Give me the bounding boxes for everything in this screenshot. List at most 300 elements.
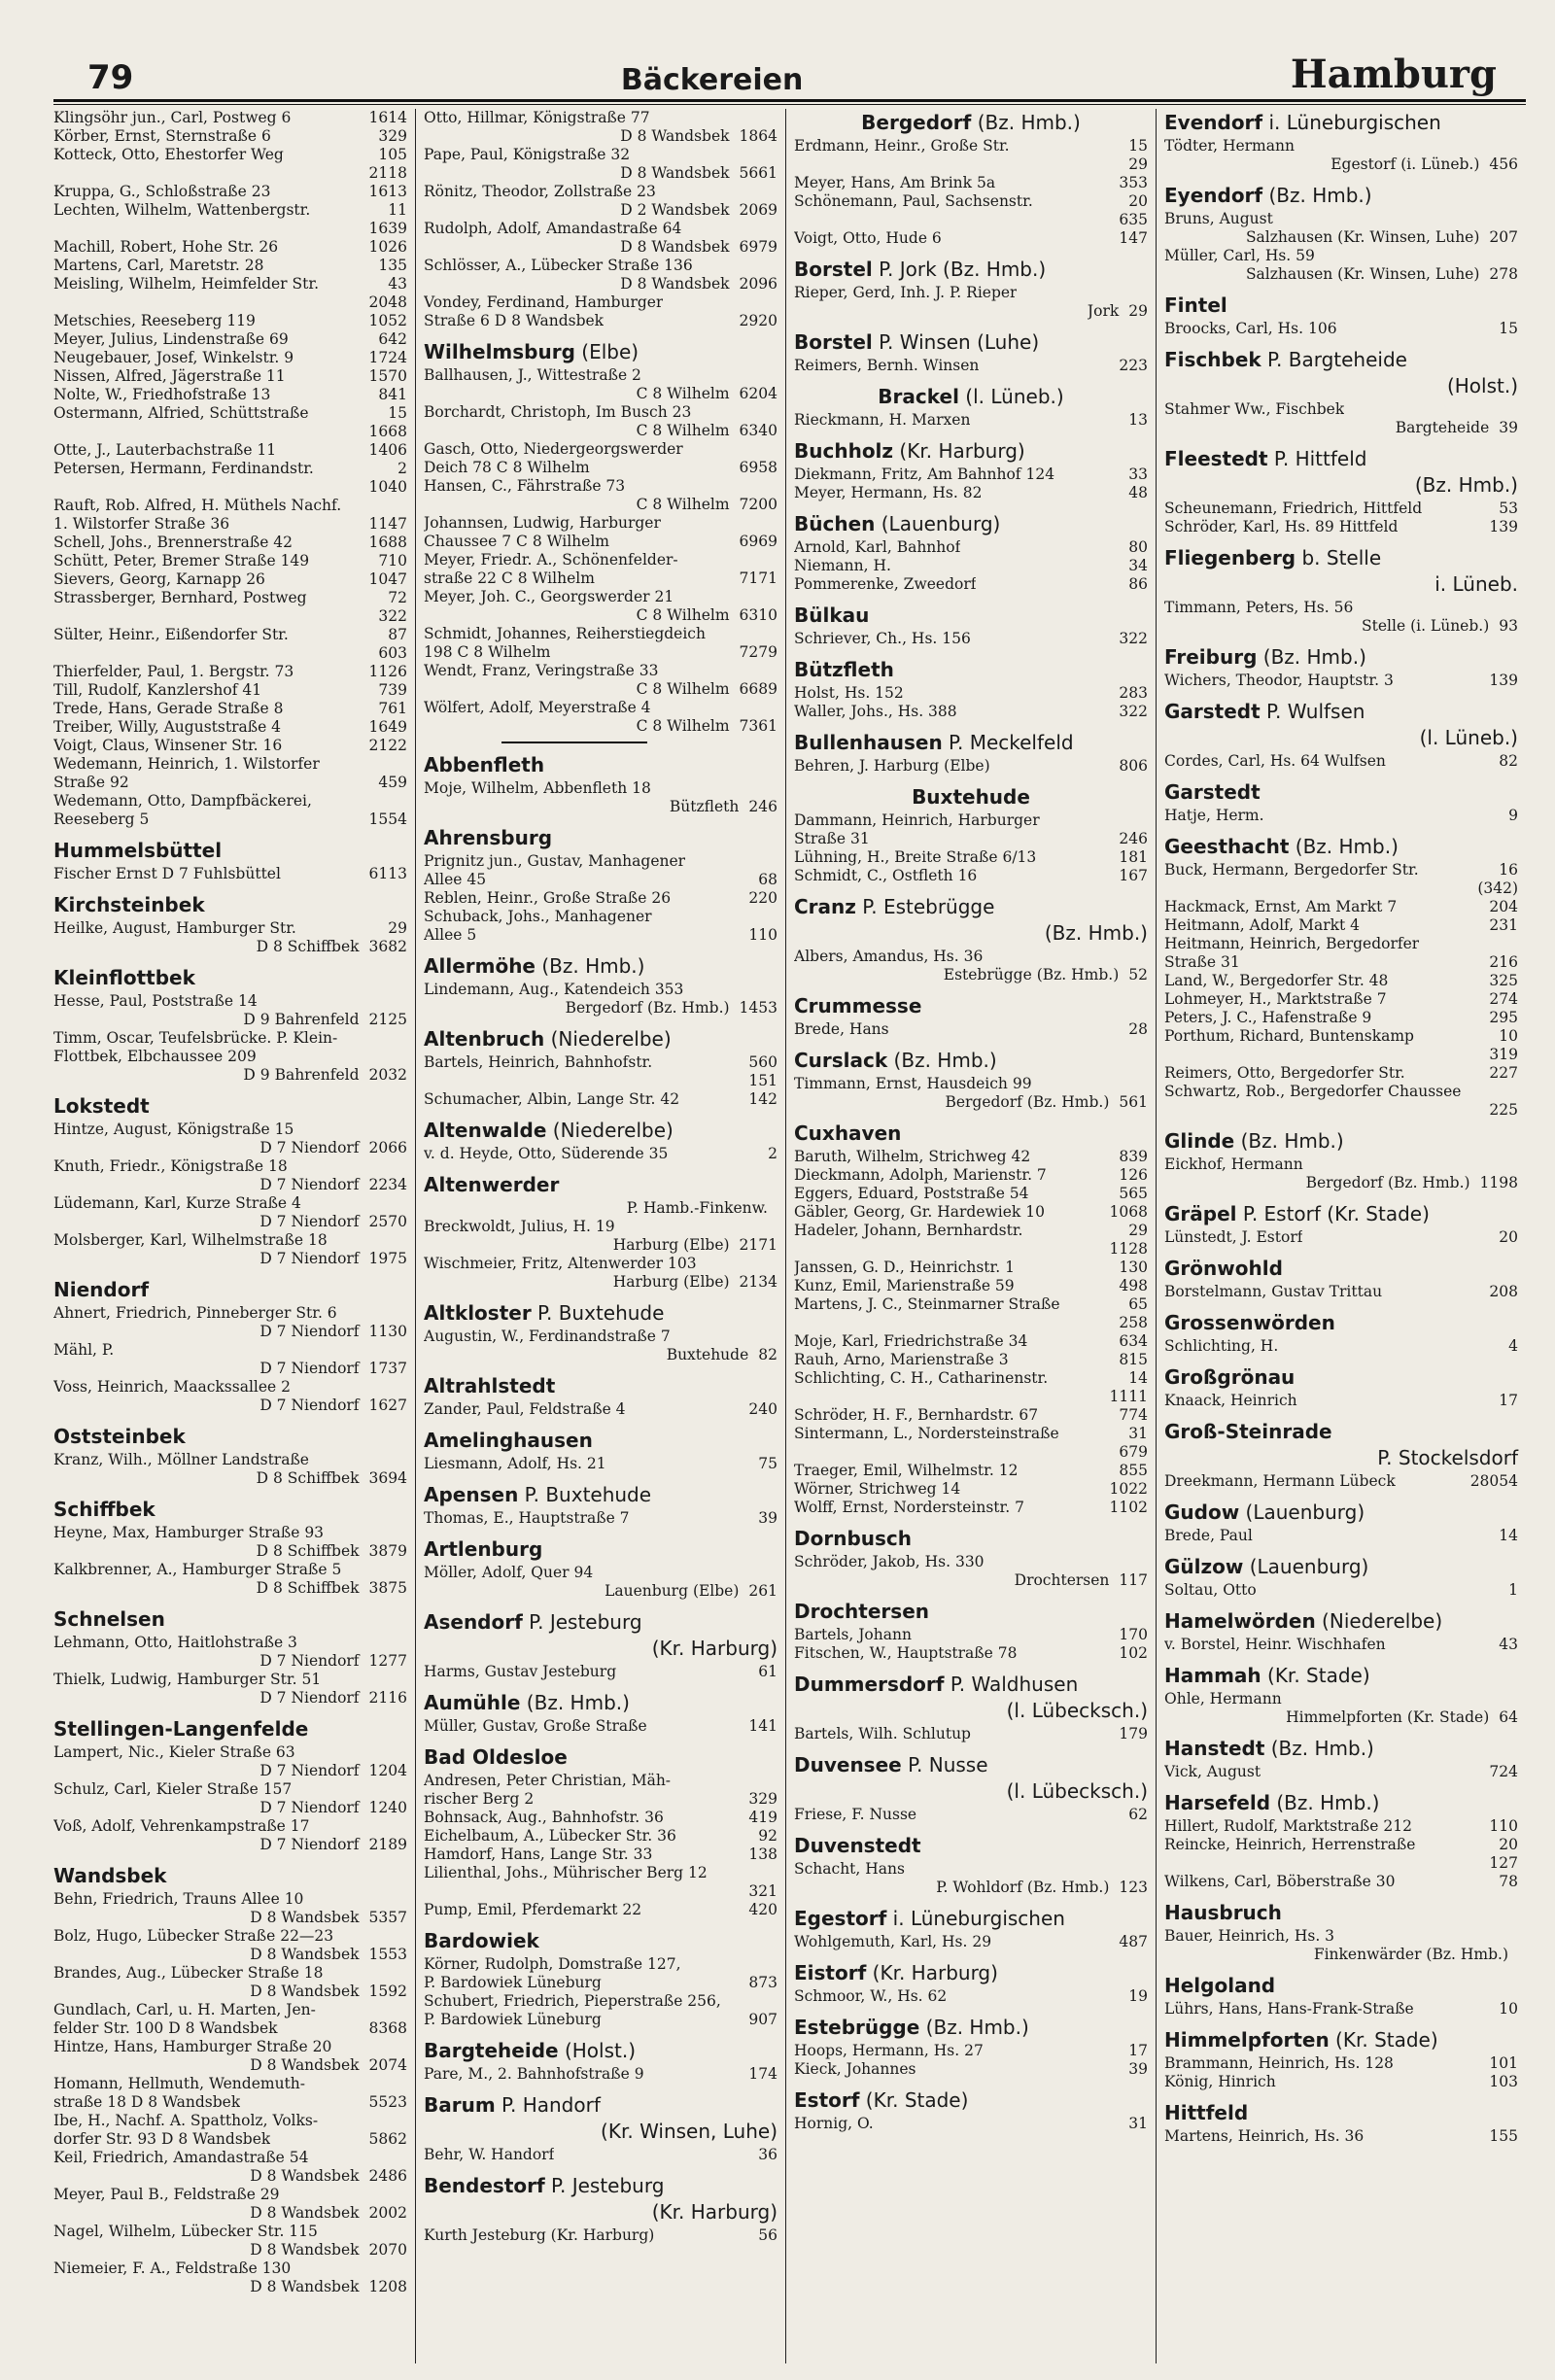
listing-text: D 9 Bahrenfeld xyxy=(243,1011,360,1028)
listing-text: Bartels, Wilh. Schlutup xyxy=(794,1725,971,1742)
listing-line xyxy=(794,1185,1148,1203)
listing-text: Schlichting, C. H., Catharinenstr. xyxy=(794,1369,1049,1387)
listing-line xyxy=(53,938,407,956)
listing-text: Borstelmann, Gustav Trittau xyxy=(1164,1283,1383,1300)
listing-line xyxy=(1164,752,1518,771)
listing-line xyxy=(53,2056,407,2075)
listing-line xyxy=(794,1626,1148,1644)
listing-line xyxy=(53,1671,407,1689)
listing-text: P. Wohldorf (Bz. Hmb.) xyxy=(936,1879,1110,1896)
listing-line xyxy=(424,312,778,330)
listing-text: Timmann, Ernst, Hausdeich 99 xyxy=(794,1075,1032,1092)
town-qualifier: (Holst.) xyxy=(558,2039,637,2062)
listing-line xyxy=(424,1882,778,1901)
listing-text: Schmidt, Johannes, Reiherstiegdeich xyxy=(424,625,706,642)
phone-number: 6310 xyxy=(739,606,778,624)
listing-text: D 2 Wandsbek xyxy=(620,201,730,219)
listing-line xyxy=(1164,1527,1518,1545)
phone-number: 3879 xyxy=(368,1542,407,1560)
town-qualifier: P. Estorf (Kr. Stade) xyxy=(1236,1202,1430,1225)
listing-line xyxy=(53,865,407,883)
listing-line xyxy=(53,330,407,349)
phone-number: 329 xyxy=(748,1790,778,1808)
listing-text: Bergedorf (Bz. Hmb.) xyxy=(945,1093,1110,1111)
phone-number xyxy=(403,1304,407,1323)
listing-line xyxy=(53,1231,407,1250)
listing-text: Rieper, Gerd, Inh. J. P. Rieper xyxy=(794,284,1018,301)
listing-text: D 8 Schiffbek xyxy=(256,1579,360,1597)
listing-line xyxy=(53,644,407,663)
listing-text: D 8 Schiffbek xyxy=(256,1542,360,1560)
phone-number: 1052 xyxy=(368,312,407,329)
listing-line xyxy=(53,1176,407,1194)
listing-line xyxy=(53,293,407,312)
listing-text: D 7 Niendorf xyxy=(259,1836,360,1853)
listing-line xyxy=(794,575,1148,594)
listing-text: Lindemann, Aug., Katendeich 353 xyxy=(424,981,684,998)
town-qualifier: P. Jork (Bz. Hmb.) xyxy=(872,258,1047,281)
listing-line xyxy=(53,386,407,404)
phone-number: 19 xyxy=(1128,1987,1148,2005)
town-qualifier: (Bz. Hmb.) xyxy=(1234,1129,1344,1153)
listing-text: Sintermann, L., Nordersteinstraße xyxy=(794,1425,1059,1442)
listing-text: Dreekmann, Hermann Lübeck xyxy=(1164,1472,1396,1490)
town-qualifier: (Bz. Hmb.) xyxy=(536,954,645,978)
listing-line xyxy=(53,718,407,737)
phone-number xyxy=(774,514,778,533)
listing-line xyxy=(1164,400,1518,419)
listing-text: D 7 Niendorf xyxy=(259,1176,360,1193)
listing-line xyxy=(1164,672,1518,690)
phone-number: 1864 xyxy=(739,127,778,145)
listing-text: Martens, J. C., Steinmarner Straße xyxy=(794,1295,1060,1313)
listing-line xyxy=(424,477,778,496)
town-heading-continuation xyxy=(1164,473,1518,498)
phone-number: 110 xyxy=(1489,1817,1518,1835)
town-heading xyxy=(424,1691,778,1715)
listing-line xyxy=(424,1809,778,1827)
town-qualifier: (Elbe) xyxy=(574,340,639,363)
listing-text: C 8 Wilhelm xyxy=(636,717,730,735)
phone-number: 10 xyxy=(1499,1027,1518,1045)
listing-text: Gäbler, Georg, Gr. Hardewiek 10 xyxy=(794,1203,1045,1221)
listing-line xyxy=(53,1652,407,1671)
listing-text: Land, W., Bergedorfer Str. 48 xyxy=(1164,972,1389,989)
listing-line xyxy=(53,1799,407,1817)
listing-line xyxy=(794,1075,1148,1093)
listing-line xyxy=(1164,2073,1518,2091)
listing-line xyxy=(794,811,1148,830)
phone-number: 1102 xyxy=(1109,1499,1148,1516)
phone-number: 204 xyxy=(1489,898,1518,915)
listing-line xyxy=(794,155,1148,174)
phone-number: 321 xyxy=(748,1882,778,1900)
directory-columns xyxy=(53,109,1526,2363)
phone-number: 17 xyxy=(1499,1392,1518,1409)
listing-text: Reimers, Bernh. Winsen xyxy=(794,357,980,374)
phone-number: 1592 xyxy=(368,1983,407,2000)
town-qualifier: (Kr. Harburg) xyxy=(651,2200,778,2224)
listing-line xyxy=(424,1236,778,1255)
phone-number xyxy=(774,109,778,127)
phone-number: 815 xyxy=(1119,1351,1148,1368)
phone-number: 31 xyxy=(1128,2115,1148,2132)
town-qualifier: (Bz. Hmb.) xyxy=(1044,921,1148,945)
listing-text: Bohnsack, Aug., Bahnhofstr. 36 xyxy=(424,1809,664,1826)
town-heading xyxy=(1164,1791,1518,1815)
phone-number: 33 xyxy=(1128,466,1148,483)
phone-number xyxy=(774,1199,778,1218)
town-heading xyxy=(1164,1311,1518,1335)
town-qualifier: (l. Lübecksch.) xyxy=(1006,1699,1148,1722)
listing-line xyxy=(794,1277,1148,1295)
phone-number: 322 xyxy=(1119,630,1148,647)
phone-number: 1068 xyxy=(1109,1203,1148,1221)
phone-number xyxy=(774,1328,778,1346)
phone-number: 7171 xyxy=(739,569,778,587)
listing-text: Schubert, Friedrich, Pieperstraße 256, xyxy=(424,1992,721,2010)
town-name: Wandsbek xyxy=(53,1864,167,1887)
phone-number xyxy=(1514,210,1518,228)
listing-text: Kieck, Johannes xyxy=(794,2060,916,2078)
listing-text: D 7 Niendorf xyxy=(259,1323,360,1340)
phone-number: 2125 xyxy=(368,1011,407,1028)
listing-line xyxy=(794,229,1148,248)
town-name: Fleestedt xyxy=(1164,447,1268,470)
phone-number: 6204 xyxy=(739,385,778,402)
town-heading-continuation xyxy=(794,1779,1148,1804)
phone-number: 278 xyxy=(1489,265,1518,283)
phone-number: 1627 xyxy=(368,1397,407,1414)
phone-number: 246 xyxy=(748,798,778,815)
listing-text: Hatje, Herm. xyxy=(1164,807,1264,824)
listing-line xyxy=(1164,1027,1518,1046)
phone-number xyxy=(774,1255,778,1273)
phone-number: 459 xyxy=(378,774,407,791)
phone-number: 6689 xyxy=(739,680,778,698)
listing-line xyxy=(1164,1873,1518,1891)
listing-line xyxy=(424,2065,778,2084)
phone-number: 20 xyxy=(1499,1836,1518,1853)
town-heading xyxy=(424,1610,778,1635)
listing-text: Tödter, Hermann xyxy=(1164,137,1295,155)
phone-number xyxy=(774,551,778,569)
listing-line xyxy=(53,201,407,220)
listing-line xyxy=(424,238,778,257)
phone-number: 603 xyxy=(378,644,407,662)
listing-text: Neugebauer, Josef, Winkelstr. 9 xyxy=(53,349,294,366)
phone-number: 93 xyxy=(1499,617,1518,635)
phone-number xyxy=(774,146,778,164)
listing-line xyxy=(794,1571,1148,1590)
phone-number xyxy=(1514,137,1518,155)
listing-text: Sülter, Heinr., Eißendorfer Str. xyxy=(53,626,289,643)
listing-text: Hillert, Rudolf, Marktstraße 212 xyxy=(1164,1817,1412,1835)
listing-line xyxy=(424,1974,778,1992)
town-name: Fliegenberg xyxy=(1164,546,1296,569)
listing-line xyxy=(53,1213,407,1231)
listing-text: Fischer Ernst D 7 Fuhlsbüttel xyxy=(53,865,281,882)
listing-line xyxy=(794,1295,1148,1314)
town-heading xyxy=(1164,1974,1518,1998)
phone-number xyxy=(403,2075,407,2093)
listing-text: Scheunemann, Friedrich, Hittfeld xyxy=(1164,500,1423,517)
listing-text: Allee 45 xyxy=(424,871,487,888)
listing-line xyxy=(424,257,778,275)
listing-text: P. Bardowiek Lüneburg xyxy=(424,1974,602,1991)
listing-line xyxy=(53,1048,407,1066)
listing-text: Wolff, Ernst, Nordersteinstr. 7 xyxy=(794,1499,1024,1516)
listing-text: Peters, J. C., Hafenstraße 9 xyxy=(1164,1009,1372,1026)
phone-number xyxy=(403,1671,407,1689)
listing-text: Meyer, Hermann, Hs. 82 xyxy=(794,484,983,501)
phone-number: 6958 xyxy=(739,459,778,476)
phone-number: 15 xyxy=(1128,137,1148,155)
listing-line xyxy=(53,1946,407,1964)
town-heading xyxy=(424,2039,778,2063)
phone-number xyxy=(1514,400,1518,419)
listing-line xyxy=(424,496,778,514)
listing-line xyxy=(53,2259,407,2278)
phone-number: 498 xyxy=(1119,1277,1148,1294)
listing-text: Wölfert, Adolf, Meyerstraße 4 xyxy=(424,699,651,716)
phone-number xyxy=(403,992,407,1011)
phone-number: 1047 xyxy=(368,570,407,588)
town-heading xyxy=(794,330,1148,355)
listing-line xyxy=(794,1166,1148,1185)
listing-line xyxy=(53,1469,407,1488)
listing-text: Knuth, Friedr., Königstraße 18 xyxy=(53,1157,288,1175)
town-heading-continuation xyxy=(424,1637,778,1661)
listing-line xyxy=(53,2204,407,2223)
listing-text: Martens, Heinrich, Hs. 36 xyxy=(1164,2127,1365,2145)
town-name: Grönwohld xyxy=(1164,1257,1283,1280)
phone-number: 103 xyxy=(1489,2073,1518,2090)
listing-text: Brandes, Aug., Lübecker Straße 18 xyxy=(53,1964,324,1982)
listing-text: Prignitz jun., Gustav, Manhagener xyxy=(424,852,686,870)
listing-text: Rauft, Rob. Alfred, H. Müthels Nachf. xyxy=(53,497,342,514)
town-heading xyxy=(424,1301,778,1326)
phone-number: 68 xyxy=(758,871,778,888)
listing-line xyxy=(424,662,778,680)
town-heading xyxy=(424,2174,778,2198)
town-heading xyxy=(1164,1664,1518,1688)
phone-number: 155 xyxy=(1489,2127,1518,2145)
listing-line xyxy=(424,1717,778,1736)
listing-line xyxy=(53,811,407,829)
phone-number: 223 xyxy=(1119,357,1148,374)
phone-number: 1688 xyxy=(368,534,407,551)
phone-number xyxy=(774,366,778,385)
listing-text: Bruns, August xyxy=(1164,210,1273,227)
phone-number xyxy=(774,852,778,871)
phone-number: 28054 xyxy=(1469,1472,1518,1490)
listing-text: Cordes, Carl, Hs. 64 Wulfsen xyxy=(1164,752,1386,770)
phone-number: 75 xyxy=(758,1455,778,1472)
listing-line xyxy=(424,146,778,164)
listing-line xyxy=(424,1273,778,1292)
town-heading xyxy=(424,1027,778,1052)
town-qualifier: (Kr. Harburg) xyxy=(893,439,1025,463)
phone-number: 3694 xyxy=(368,1469,407,1487)
listing-line xyxy=(1164,972,1518,990)
listing-text: Wedemann, Heinrich, 1. Wilstorfer xyxy=(53,755,320,773)
listing-line xyxy=(1164,1708,1518,1727)
listing-line xyxy=(1164,1064,1518,1083)
phone-number xyxy=(1514,1690,1518,1708)
listing-text: Meyer, Joh. C., Georgswerder 21 xyxy=(424,588,674,605)
listing-line xyxy=(1164,2000,1518,2018)
town-name: Fintel xyxy=(1164,293,1227,317)
phone-number: 739 xyxy=(378,681,407,699)
listing-line xyxy=(424,293,778,312)
column-2 xyxy=(415,109,785,2363)
phone-number: 34 xyxy=(1128,557,1148,574)
phone-number: 1613 xyxy=(368,183,407,200)
listing-text: Meisling, Wilhelm, Heimfelder Str. xyxy=(53,275,319,293)
listing-line xyxy=(424,1145,778,1163)
phone-number: 216 xyxy=(1489,953,1518,971)
town-qualifier: (Bz. Hmb.) xyxy=(1257,645,1366,669)
phone-number: 1406 xyxy=(368,441,407,459)
listing-text: Buck, Hermann, Bergedorfer Str. xyxy=(1164,861,1419,879)
listing-text: D 8 Wandsbek xyxy=(250,1983,360,2000)
town-name: Bardowiek xyxy=(424,1929,539,1952)
listing-text: Himmelpforten (Kr. Stade) xyxy=(1286,1708,1490,1726)
listing-line xyxy=(794,1725,1148,1743)
town-name: Borstel xyxy=(794,258,873,281)
phone-number: 15 xyxy=(388,404,407,422)
town-qualifier: (Lauenburg) xyxy=(1243,1555,1369,1578)
listing-line xyxy=(1164,228,1518,247)
town-heading xyxy=(794,785,1148,810)
town-heading xyxy=(794,658,1148,682)
listing-line xyxy=(794,630,1148,648)
listing-line xyxy=(424,2226,778,2245)
phone-number: 1022 xyxy=(1109,1480,1148,1498)
listing-line xyxy=(794,1093,1148,1112)
town-qualifier: (Niederelbe) xyxy=(544,1027,672,1051)
listing-line xyxy=(1164,935,1518,953)
listing-text: Trede, Hans, Gerade Straße 8 xyxy=(53,700,284,717)
listing-text: Schmidt, C., Ostfleth 16 xyxy=(794,867,978,884)
listing-line xyxy=(794,1259,1148,1277)
listing-text: Baruth, Wilhelm, Strichweg 42 xyxy=(794,1148,1031,1165)
listing-text: Bargteheide xyxy=(1395,419,1490,436)
listing-text: Pump, Emil, Pferdemarkt 22 xyxy=(424,1901,642,1918)
phone-number xyxy=(403,497,407,515)
listing-text: Thomas, E., Hauptstraße 7 xyxy=(424,1509,630,1527)
listing-line xyxy=(424,1455,778,1473)
listing-text: Kotteck, Otto, Ehestorfer Weg xyxy=(53,146,284,163)
listing-text: Schröder, Karl, Hs. 89 Hittfeld xyxy=(1164,518,1399,535)
phone-number: 1026 xyxy=(368,238,407,256)
phone-number: 329 xyxy=(378,127,407,145)
listing-line xyxy=(794,484,1148,502)
listing-line xyxy=(1164,1283,1518,1301)
phone-number: 139 xyxy=(1489,518,1518,535)
listing-text: Eggers, Eduard, Poststraße 54 xyxy=(794,1185,1029,1202)
listing-line xyxy=(794,1879,1148,1897)
listing-text: Liesmann, Adolf, Hs. 21 xyxy=(424,1455,606,1472)
listing-line xyxy=(1164,1927,1518,1946)
listing-line xyxy=(53,2186,407,2204)
town-name: Hummelsbüttel xyxy=(53,839,223,862)
phone-number: 135 xyxy=(378,257,407,274)
phone-number: 6969 xyxy=(739,533,778,550)
town-qualifier: (Kr. Stade) xyxy=(859,2088,969,2112)
listing-text: Vondey, Ferdinand, Hamburger xyxy=(424,293,664,311)
phone-number: 2920 xyxy=(739,312,778,329)
phone-number: 4 xyxy=(1508,1337,1518,1355)
phone-number: 29 xyxy=(388,919,407,937)
town-heading xyxy=(1164,447,1518,471)
town-heading-continuation xyxy=(1164,1446,1518,1470)
town-qualifier: P. Buxtehude xyxy=(518,1483,652,1506)
listing-line xyxy=(53,1341,407,1360)
listing-line xyxy=(794,1351,1148,1369)
listing-line xyxy=(794,1369,1148,1388)
phone-number: 634 xyxy=(1119,1332,1148,1350)
listing-text: D 7 Niendorf xyxy=(259,1250,360,1267)
listing-line xyxy=(53,570,407,589)
town-name: Hammah xyxy=(1164,1664,1261,1687)
listing-text: Kurth Jesteburg (Kr. Harburg) xyxy=(424,2226,655,2244)
phone-number: 20 xyxy=(1128,192,1148,210)
listing-line xyxy=(53,423,407,441)
phone-number: 5357 xyxy=(368,1909,407,1926)
listing-text: Bützfleth xyxy=(669,798,740,815)
listing-line xyxy=(424,1053,778,1072)
listing-text: Friese, F. Nusse xyxy=(794,1806,917,1823)
phone-number: 15 xyxy=(1499,320,1518,337)
phone-number: 28 xyxy=(1128,1020,1148,1038)
town-qualifier: (Kr. Stade) xyxy=(1261,1664,1370,1687)
phone-number: 2066 xyxy=(368,1139,407,1156)
listing-text: Hackmack, Ernst, Am Markt 7 xyxy=(1164,898,1398,915)
town-name: Bützfleth xyxy=(794,658,894,681)
listing-line xyxy=(53,2149,407,2167)
phone-number: 2486 xyxy=(368,2167,407,2185)
listing-line xyxy=(53,1634,407,1652)
listing-text: 198 C 8 Wilhelm xyxy=(424,643,551,661)
listing-line xyxy=(424,1199,778,1218)
listing-text: Drochtersen xyxy=(1014,1571,1110,1589)
phone-number xyxy=(403,2223,407,2241)
listing-text: Rönitz, Theodor, Zollstraße 23 xyxy=(424,183,656,200)
listing-text: Porthum, Richard, Buntenskamp xyxy=(1164,1027,1414,1045)
listing-text: Soltau, Otto xyxy=(1164,1581,1257,1599)
phone-number xyxy=(774,440,778,459)
town-name: Evendorf xyxy=(1164,111,1263,134)
phone-number: 456 xyxy=(1489,155,1518,173)
phone-number: 325 xyxy=(1489,972,1518,989)
town-qualifier: (Bz. Hmb.) xyxy=(919,2016,1029,2039)
listing-line xyxy=(53,589,407,607)
town-name: Lokstedt xyxy=(53,1094,150,1118)
listing-text: Voß, Adolf, Vehrenkampstraße 17 xyxy=(53,1817,310,1835)
listing-line xyxy=(424,164,778,183)
listing-line xyxy=(53,1890,407,1909)
listing-text: Molsberger, Karl, Wilhelmstraße 18 xyxy=(53,1231,328,1249)
listing-line xyxy=(1164,1228,1518,1247)
listing-text: Wendt, Franz, Veringstraße 33 xyxy=(424,662,659,679)
town-name: Crummesse xyxy=(794,994,922,1018)
town-name: Gräpel xyxy=(1164,1202,1237,1225)
listing-text: Stelle (i. Lüneb.) xyxy=(1362,617,1490,635)
listing-line xyxy=(424,699,778,717)
listing-line xyxy=(424,1864,778,1882)
